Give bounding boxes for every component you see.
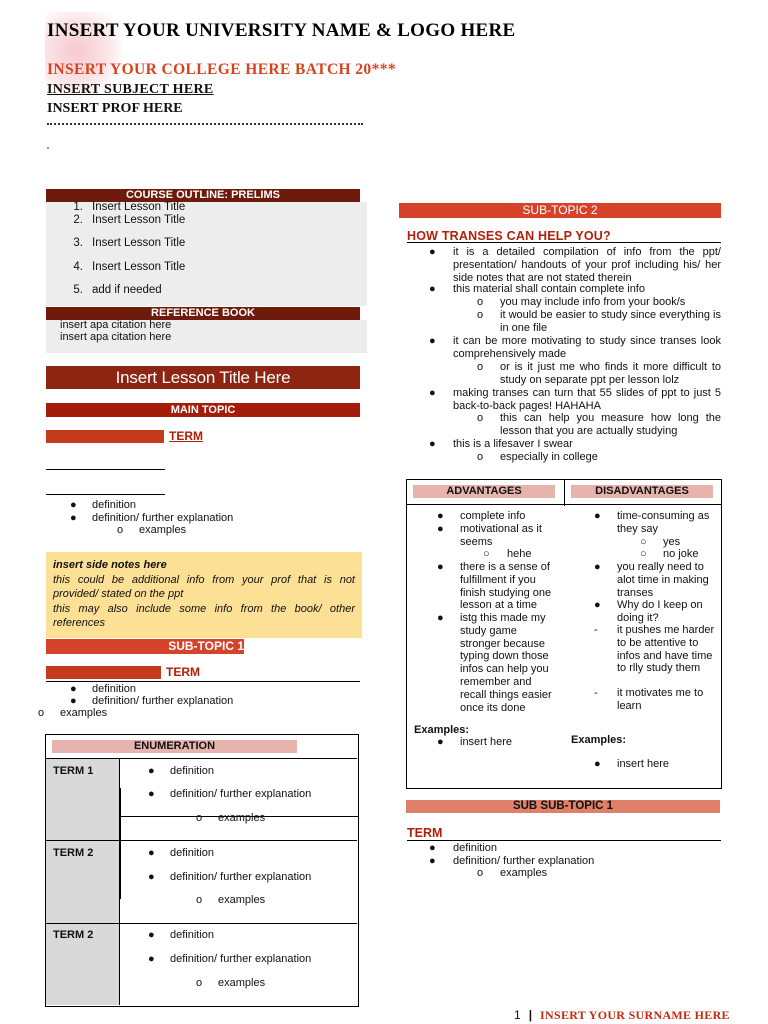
bullet-marker: ● bbox=[429, 387, 436, 399]
term-highlight bbox=[46, 430, 164, 443]
disadvantages-header: DISADVANTAGES bbox=[571, 485, 713, 498]
sub-bullet-text: or is it just me who finds it more difficult to study on separate ppt per lesson lolz bbox=[500, 361, 721, 386]
blank-line bbox=[46, 469, 165, 470]
adv-item: istg this made my study game stronger because typing down those infos can help you remember and recall things easier once its done bbox=[460, 612, 552, 714]
column-divider bbox=[119, 758, 120, 1005]
adv-item: motivational as it seems bbox=[460, 523, 542, 548]
lesson-item: 2. Insert Lesson Title bbox=[73, 214, 186, 226]
term-highlight bbox=[46, 666, 161, 679]
bullet-item: ● definition bbox=[148, 847, 215, 859]
dis-item: time-consuming as they say bbox=[617, 510, 710, 535]
sub-bullet-item: o examples bbox=[196, 812, 266, 824]
lesson-title: Insert Lesson Title Here bbox=[46, 366, 360, 389]
adv-item: there is a sense of fulfillment if you finish studying one lesson at a time bbox=[460, 561, 552, 612]
bullet-marker: ● bbox=[437, 523, 444, 535]
sub-bullet-marker: o bbox=[477, 451, 484, 463]
bullet-text: this material shall contain complete info bbox=[453, 283, 645, 295]
college-batch: INSERT YOUR COLLEGE HERE BATCH 20*** bbox=[47, 61, 397, 78]
bullet-text: it is a detailed compilation of info from the ppt/ presentation/ handouts of your prof including his/ her side notes that are not stated therein bbox=[453, 246, 721, 284]
bullet-item: ● definition bbox=[148, 765, 215, 777]
sub-bullet-marker: ○ bbox=[640, 536, 647, 548]
bullet-item: ● definition/ further explanation bbox=[148, 788, 312, 800]
bullet-marker: ● bbox=[594, 561, 601, 573]
surname: INSERT YOUR SURNAME HERE bbox=[540, 1008, 730, 1022]
side-notes-line: this may also include some info from the book/ other references bbox=[53, 602, 355, 629]
sub-bullet-marker: o bbox=[477, 296, 484, 308]
bullet-marker: ● bbox=[437, 736, 444, 748]
term-label: TERM bbox=[166, 665, 200, 679]
advantages-header: ADVANTAGES bbox=[413, 485, 555, 498]
sub-bullet-marker: ○ bbox=[483, 548, 490, 560]
sub-bullet-item: o examples bbox=[477, 867, 548, 879]
bullet-item: ● definition bbox=[148, 929, 215, 941]
sub-bullet-item: o examples bbox=[117, 524, 187, 536]
dis-item: it pushes me harder to be attentive to infos and have time to rlly study them bbox=[617, 624, 715, 675]
enum-term: TERM 2 bbox=[53, 847, 94, 859]
row-divider bbox=[46, 840, 357, 841]
side-notes-title: insert side notes here bbox=[53, 559, 167, 571]
dis-sub-item: yes bbox=[663, 536, 681, 548]
sub-bullet-text: this can help you measure how long the lesson that you are actually studying bbox=[500, 412, 721, 437]
bullet-item: ● definition/ further explanation bbox=[148, 953, 312, 965]
bullet-marker: ● bbox=[437, 561, 444, 573]
sub-bullet-marker: o bbox=[477, 412, 484, 424]
page-number: 1 bbox=[514, 1008, 521, 1022]
side-notes-line: this could be additional info from your prof that is not provided/ stated on the ppt bbox=[53, 573, 355, 600]
sub-bullet-item: o examples bbox=[38, 707, 108, 719]
bullet-item: ● definition bbox=[70, 499, 137, 511]
bullet-marker: ● bbox=[437, 510, 444, 522]
sub-bullet-text: it would be easier to study since everything is in one file bbox=[500, 309, 721, 334]
subtopic-1-header: SUB-TOPIC 1 bbox=[46, 639, 244, 654]
sub-bullet-text: especially in college bbox=[500, 451, 598, 463]
how-transes-heading: HOW TRANSES CAN HELP YOU? bbox=[407, 229, 611, 243]
dis-item: Why do I keep on doing it? bbox=[617, 599, 703, 624]
subtopic-2-header: SUB-TOPIC 2 bbox=[399, 203, 721, 218]
enum-term: TERM 2 bbox=[53, 929, 94, 941]
adv-examples-label: Examples: bbox=[414, 724, 470, 736]
citation: insert apa citation here bbox=[60, 319, 172, 331]
row-divider bbox=[46, 758, 357, 759]
term-rule bbox=[46, 681, 360, 682]
subject-title: INSERT SUBJECT HERE bbox=[47, 82, 214, 97]
cutoff-line bbox=[47, 123, 363, 128]
reference-box bbox=[46, 320, 367, 353]
bullet-item: ● definition bbox=[429, 842, 498, 854]
dash-marker: - bbox=[594, 624, 598, 636]
adv-example: insert here bbox=[460, 736, 512, 748]
bullet-marker: ● bbox=[594, 599, 601, 611]
enum-term: TERM 1 bbox=[53, 765, 94, 777]
bullet-text: this is a lifesaver I swear bbox=[453, 438, 573, 450]
bullet-marker: ● bbox=[429, 438, 436, 450]
course-outline-header: COURSE OUTLINE: PRELIMS bbox=[46, 189, 360, 202]
bullet-item: ● definition/ further explanation bbox=[70, 512, 234, 524]
adv-item: complete info bbox=[460, 510, 526, 522]
bullet-item: ● definition/ further explanation bbox=[148, 871, 312, 883]
bullet-marker: ● bbox=[437, 612, 444, 624]
course-outline-box bbox=[46, 202, 367, 306]
dis-examples-label: Examples: bbox=[571, 734, 627, 746]
sub-bullet-marker: o bbox=[477, 309, 484, 321]
reference-book-header: REFERENCE BOOK bbox=[46, 307, 360, 320]
bullet-marker: ● bbox=[594, 510, 601, 522]
heading-rule bbox=[407, 242, 721, 243]
bullet-item: ● definition/ further explanation bbox=[429, 855, 595, 867]
page-footer bbox=[514, 1008, 730, 1023]
main-topic-header: MAIN TOPIC bbox=[46, 403, 360, 417]
term-rule bbox=[407, 840, 721, 841]
bullet-marker: ● bbox=[429, 335, 436, 347]
enumeration-header: ENUMERATION bbox=[52, 740, 297, 753]
blank-line bbox=[46, 494, 165, 495]
bullet-marker: ● bbox=[429, 283, 436, 295]
adv-sub-item: hehe bbox=[507, 548, 532, 560]
bullet-text: making transes can turn that 55 slides of ppt to just 5 back-to-back pages! HAHAHA bbox=[453, 387, 721, 412]
divider-dot bbox=[47, 147, 49, 149]
bullet-item: ● definition/ further explanation bbox=[70, 695, 234, 707]
dis-item: it motivates me to learn bbox=[617, 687, 704, 712]
sub-bullet-marker: ○ bbox=[640, 548, 647, 560]
footer-separator: | bbox=[528, 1008, 533, 1022]
sub-bullet-marker: o bbox=[477, 361, 484, 373]
term-label: TERM bbox=[169, 429, 203, 443]
dis-example: insert here bbox=[617, 758, 669, 770]
university-name: INSERT YOUR UNIVERSITY NAME & LOGO HERE bbox=[47, 20, 516, 41]
bullet-marker: ● bbox=[429, 246, 436, 258]
side-notes-box bbox=[46, 552, 362, 638]
sub-bullet-text: you may include info from your book/s bbox=[500, 296, 686, 308]
bullet-text: it can be more motivating to study since transes look comprehensively made bbox=[453, 335, 721, 360]
header-divider bbox=[564, 480, 565, 506]
sub-bullet-item: o examples bbox=[196, 977, 266, 989]
dis-item: you really need to alot time in making transes bbox=[617, 561, 709, 599]
lesson-item: 4. Insert Lesson Title bbox=[73, 261, 186, 273]
professor-name: INSERT PROF HERE bbox=[47, 101, 183, 116]
lesson-item: 3. Insert Lesson Title bbox=[73, 237, 186, 249]
dis-sub-item: no joke bbox=[663, 548, 699, 560]
lesson-item: 1. Insert Lesson Title bbox=[73, 201, 186, 213]
row-divider bbox=[46, 923, 357, 924]
lesson-item: 5. add if needed bbox=[73, 284, 162, 296]
bullet-marker: ● bbox=[594, 758, 601, 770]
sub-bullet-item: o examples bbox=[196, 894, 266, 906]
term-label: TERM bbox=[407, 826, 443, 840]
citation: insert apa citation here bbox=[60, 331, 172, 343]
bullet-item: ● definition bbox=[70, 683, 137, 695]
dash-marker: - bbox=[594, 687, 598, 699]
sub-sub-topic-header: SUB SUB-TOPIC 1 bbox=[406, 800, 720, 813]
